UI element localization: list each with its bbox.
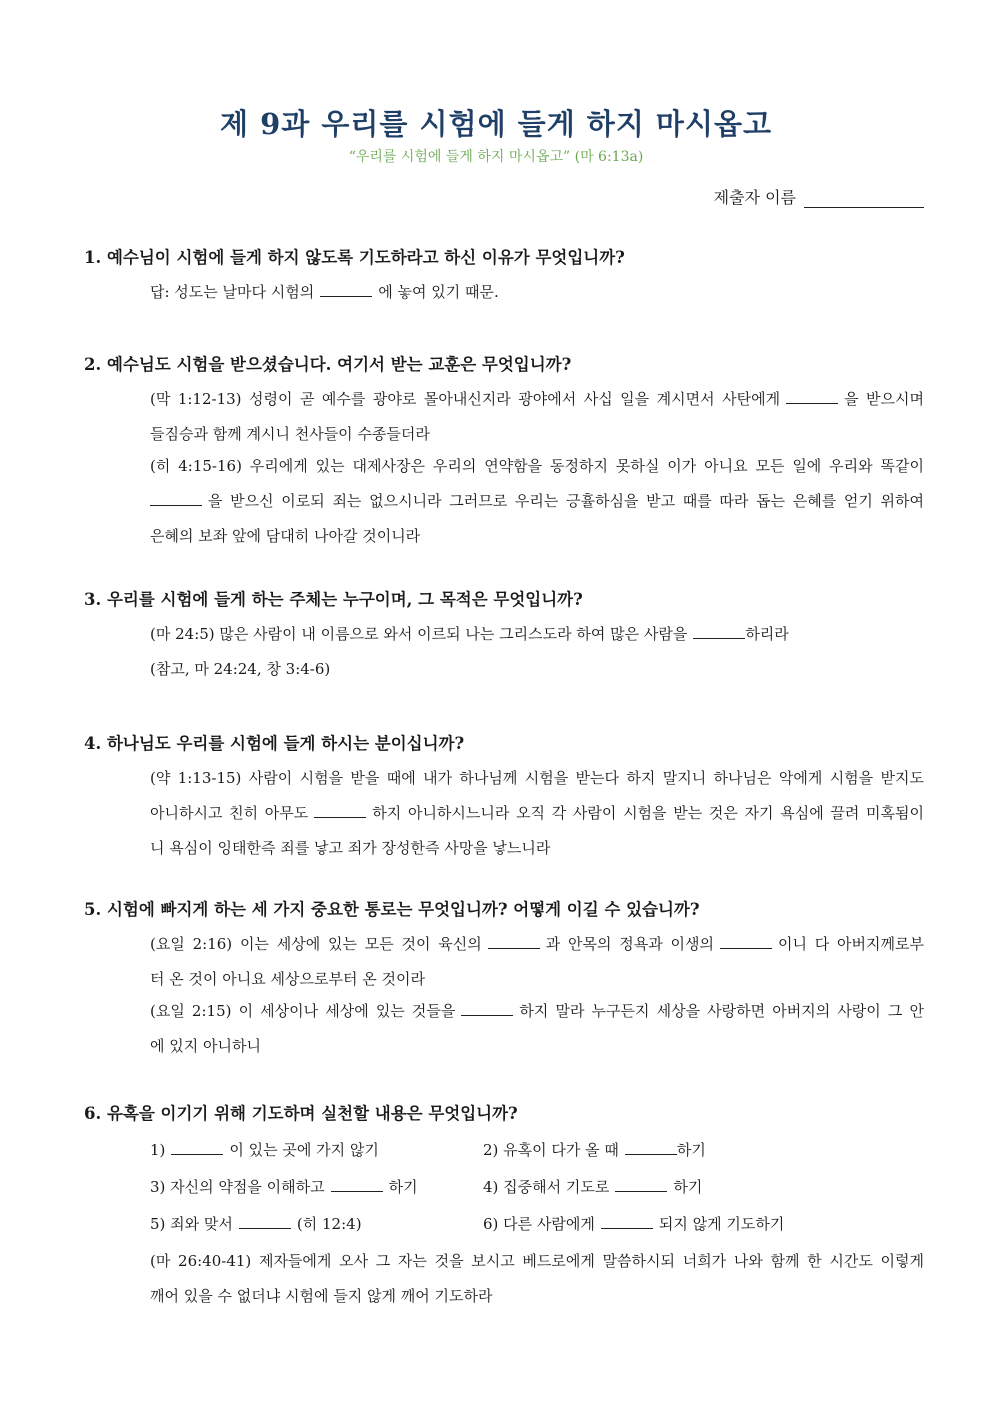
verse-text: 과 안목의 정욕과 이생의 [545,935,714,953]
verse-reference: (참고, 마 24:24, 창 3:4-6) [150,660,331,678]
verse-line: (마 26:40-41) 제자들에게 오사 그 자는 것을 보시고 베드로에게 말씀하시되 너희가 나와 함께 한 시간도 이렇게 [150,1252,924,1270]
fill-blank[interactable] [720,934,772,949]
verse-text: (마 24:5) 많은 사람이 내 이름으로 와서 이르되 나는 그리스도라 하여 많은 사람을 [150,625,688,643]
fill-blank[interactable] [171,1140,223,1155]
item-text: 하기 [676,1141,706,1159]
fill-blank[interactable] [601,1214,653,1229]
verse-text: (막 1:12-13) 성령이 곧 예수를 광야로 몰아내신지라 광야에서 사십 일을 계시면서 사탄에게 [150,390,781,408]
question-1: 1. 예수님이 시험에 들게 하지 않도록 기도하라고 하신 이유가 무엇입니까? [84,248,625,267]
verse-text: (요일 2:16) 이는 세상에 있는 모든 것이 육신의 [150,935,482,953]
answer-1 [150,275,924,310]
verse-1john-2-16 [150,927,924,997]
item-text: 하기 [673,1178,703,1196]
verse-line: 에 있지 아니하니 [150,1037,261,1055]
verse-1john-2-15 [150,994,924,1064]
verse-line [150,796,924,831]
verse-line: 터 온 것이 아니요 세상으로부터 온 것이라 [150,970,425,988]
verse-line: 깨어 있을 수 없더냐 시험에 들지 않게 깨어 기도하라 [150,1287,493,1305]
verse-text: 하지 아니하시느니라 오직 각 사람이 시험을 받는 것은 자기 욕심에 끌려 미혹됨이 [372,804,925,822]
fill-blank[interactable] [786,389,838,404]
item-text: 4) 집중해서 기도로 [483,1178,610,1196]
fill-blank[interactable] [461,1001,513,1016]
verse-text: 을 받으신 이로되 죄는 없으시니라 그러므로 우리는 긍휼하심을 받고 때를 따라 돕는 은혜를 얻기 위하여 [208,492,924,510]
answer-1-line [150,275,924,310]
fill-blank[interactable] [239,1214,291,1229]
verse-james-1-13 [150,761,924,866]
submitter-label: 제출자 이름 [713,188,796,207]
verse-matt-26-40 [150,1244,924,1314]
verse-line [150,484,924,519]
fill-blank[interactable] [488,934,540,949]
fill-blank[interactable] [625,1140,677,1155]
verse-text: 이니 다 아버지께로부 [778,935,924,953]
practice-item-4 [483,1176,702,1197]
verse-text: (요일 2:15) 이 세상이나 세상에 있는 것들을 [150,1002,456,1020]
answer-1-text-a: 답: 성도는 날마다 시험의 [150,283,315,301]
verse-text: 아니하시고 친히 아무도 [150,804,309,822]
verse-line [150,382,924,417]
practice-item-2 [483,1139,706,1160]
verse-line: 은혜의 보좌 앞에 담대히 나아갈 것이니라 [150,527,421,545]
verse-line: (히 4:15-16) 우리에게 있는 대제사장은 우리의 연약함을 동정하지 못하실 이가 아니요 모든 일에 우리와 똑같이 [150,457,924,475]
verse-line [150,994,924,1029]
verse-line: (약 1:13-15) 사람이 시험을 받을 때에 내가 하나님께 시험을 받는다 하지 말지니 하나님은 악에게 시험을 받지도 [150,769,924,787]
practice-item-6 [483,1213,784,1234]
verse-heb-4-15 [150,449,924,554]
verse-line [150,617,924,652]
verse-text: 하지 말라 누구든지 세상을 사랑하면 아버지의 사랑이 그 안 [519,1002,924,1020]
practice-item-1 [150,1139,379,1160]
fill-blank[interactable] [320,282,372,297]
item-text: 6) 다른 사람에게 [483,1215,595,1233]
item-text: 2) 유혹이 다가 올 때 [483,1141,619,1159]
verse-text: 을 받으시며 [844,390,924,408]
verse-mark-1-12 [150,382,924,452]
practice-item-5 [150,1213,362,1234]
question-3: 3. 우리를 시험에 들게 하는 주체는 누구이며, 그 목적은 무엇입니까? [84,590,583,609]
item-text: 이 있는 곳에 가지 않기 [229,1141,379,1159]
item-text: 3) 자신의 약점을 이해하고 [150,1178,325,1196]
practice-item-3 [150,1176,418,1197]
item-text: 하기 [388,1178,418,1196]
verse-text: 하리라 [745,625,789,643]
submitter-name [714,185,924,208]
subtitle-verse: “우리를 시험에 들게 하지 마시옵고” (마 6:13a) [348,149,644,165]
submitter-name-field[interactable] [804,191,924,208]
verse-line: 니 욕심이 잉태한즉 죄를 낳고 죄가 장성한즉 사망을 낳느니라 [150,839,551,857]
item-text: 1) [150,1141,166,1159]
fill-blank[interactable] [314,803,366,818]
question-5: 5. 시험에 빠지게 하는 세 가지 중요한 통로는 무엇입니까? 어떻게 이길 수 있습니까? [84,900,700,919]
question-4: 4. 하나님도 우리를 시험에 들게 하시는 분이십니까? [84,734,465,753]
question-2: 2. 예수님도 시험을 받으셨습니다. 여기서 받는 교훈은 무엇입니까? [84,355,572,374]
item-text: 5) 죄와 맞서 [150,1215,233,1233]
item-text: 되지 않게 기도하기 [658,1215,785,1233]
fill-blank[interactable] [331,1177,383,1192]
fill-blank[interactable] [693,624,745,639]
answer-1-text-b: 에 놓여 있기 때문. [378,283,499,301]
verse-line: 들짐승과 함께 계시니 천사들이 수종들더라 [150,425,430,443]
verse-line [150,927,924,962]
fill-blank[interactable] [615,1177,667,1192]
item-text: (히 12:4) [296,1215,362,1233]
page-title: 제 9과 우리를 시험에 들게 하지 마시옵고 [220,107,772,141]
fill-blank[interactable] [150,491,202,506]
question-6: 6. 유혹을 이기기 위해 기도하며 실천할 내용은 무엇입니까? [84,1104,518,1123]
verse-matt-24-5 [150,617,924,687]
